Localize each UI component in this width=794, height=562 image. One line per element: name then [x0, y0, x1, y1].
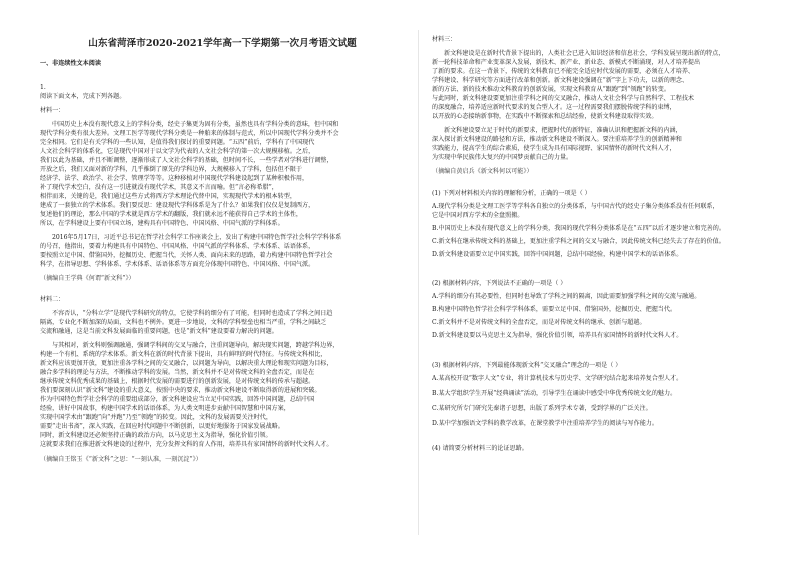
text-line: 经验，讲好中国故事，构建中国学术的话语体系，为人类文明进步贡献中国智慧和中国方案， [40, 405, 290, 412]
text-line: 的深度融合，培养适应新时代要求的复合型人才。这一过程需要我们摆脱传统学科的束缚， [432, 104, 676, 111]
text-line: 为实现中华民族伟大复兴的中国梦贡献自己的力量。 [432, 154, 573, 161]
text-line: 新一轮科技革命和产业变革深入发展，新技术、新产业、新业态、新模式不断涌现，对人才培养提出 [432, 59, 701, 66]
instruction-text: 阅读下面文本，完成下列各题。 [40, 93, 126, 100]
text-line: 建成了一套独立的学术体系。我们要反思：建设现代学科体系是为了什么？如果我们仅仅是复制西方， [40, 202, 315, 209]
question-1-option: B.中国历史上本没有现代意义上的学科分类，我国的现代学科分类体系是在“五四”以后才逐步建立和完善的。 [432, 225, 725, 232]
text-line: 构建一个有机、系统的学术体系。新文科在新的时代背景下提出，具有鲜明的时代特征。与传统文科相比， [40, 351, 327, 358]
text-line: 科学，在指导思想、学科体系、学术体系、话语体系等方面充分体现中国特色、中国风格、中国气派。 [40, 261, 315, 268]
text-line: 完全相同。它们是有关学科的一些认知，是值得我们探讨的重要问题。“五四”前后，学科有了中国现代 [40, 139, 315, 146]
left-column [40, 0, 405, 562]
text-line: 的号召，他指出，要着力构建具有中国特色、中国风格、中国气派的学科体系、学术体系、话语体系， [40, 243, 315, 250]
material-1-label: 材料一： [40, 107, 65, 114]
text-line: 继承传统文科优秀成果的基础上，根据时代发展的需要进行的创新发展，是对传统文科的传承与超越。 [40, 378, 315, 385]
text-line: 我们要深刻认识“新文科”建设的重大意义，按照中央的要求，推动新文科建设不断取得新的进展和突破。 [40, 387, 321, 394]
text-line: 新的方法、新的技术推动文科教育的创新发展，实现文科教育从“跟跑”到“领跑”的转变。 [432, 86, 670, 93]
text-line: 交流和融通，这是当前文科发展面临的重要问题，也是“新文科”建设要着力解决的问题。 [40, 328, 278, 335]
section-heading: 一、非连续性文本阅读 [40, 60, 101, 67]
text-line: 实现中国学术由“跟跑”向“并跑”乃至“领跑”的转变。因此，文科的发展需要关注时代， [40, 414, 272, 421]
text-line: 我们以此为基础，并且不断调整，逐渐形成了人文社会科学的基础，但时间不长，一些学者对学科进行调整， [40, 157, 333, 164]
question-4-stem: (4) 请简要分析材料三的论证思路。 [432, 445, 528, 452]
question-1-stem: (1) 下列对材料相关内容的理解和分析，正确的一项是（ ） [432, 190, 591, 197]
text-line: 经济学、法学、政治学、社会学、管理学等等。这种移植对中国现代学科建设起到了某种积极作用， [40, 175, 309, 182]
text-line: 学科建设、科学研究等方面进行改革和创新。新文科建设强调在“新”字上下功夫，以新的理念、 [432, 77, 689, 84]
text-line: 深入探讨新文科建设的路径和方法，推动新文科建设不断深入。要注重培养学生的创新精神和 [432, 136, 682, 143]
material-3-label: 材料三： [432, 36, 457, 43]
question-1-option: C.新文科在继承传统文科的基础上，更加注重学科之间的交叉与融合，因此传统文科已经失去了存在的价值。 [432, 238, 725, 245]
text-line: 复述他们的理论，那么中国的学术就是西方学术的翻版，我们就永远不能获得自己学术的主体性， [40, 211, 303, 218]
text-line: 补了现代学术空白，没有这一引进就没有现代学术，其意义不言而喻。但“言必称希腊”， [40, 184, 278, 191]
text-line: 了新的要求。在这一背景下，传统的文科教育已不能完全适应时代发展的需要，必须在人才培养、 [432, 68, 695, 75]
column-divider [418, 30, 419, 535]
question-1-option: 它是中国对西方学术的全盘照搬。 [432, 212, 524, 219]
question-3-option: C.某研究所专门研究先秦诸子思想，出版了系列学术专著，受到学界的广泛关注。 [432, 405, 652, 412]
material-2-source: （摘编自王铭玉《“新文科”之思：“一刻认准，一刻沉淀”》） [40, 456, 202, 463]
text-line: 需要“走出书斋”，深入实践，在回应时代问题中不断创新，以更好地服务于国家发展战略。 [40, 423, 284, 430]
text-line: 2016年5月17日，习近平总书记在哲学社会科学工作座谈会上，发出了构建中国特色哲学社会科学学科体系 [52, 234, 342, 241]
text-line: 新文科应该更加开放，更加注重各学科之间的交叉融合，以问题为导向，以解决重大理论和现实问题为目标， [40, 360, 333, 367]
text-line: 人文社会科学的体系化，它是现代中国对于以文学为代表的人文社会科学的第一次大规模移植。之后， [40, 148, 315, 155]
text-line: 实践能力，提高学生的综合素质，使学生成为具有国际视野、家国情怀的新时代文科人才， [432, 145, 676, 152]
text-line: 与其相对，新文科则强调融通，强调学科间的交叉与融合，注重问题导向，解决现实问题，跨越学科边界， [52, 342, 339, 349]
question-1-option: D.新文科建设需要立足中国实践，回答中国问题，总结中国经验，构建中国学术的话语体系。 [432, 251, 683, 258]
question-2-stem: (2) 根据材料内容，下列说法不正确的一项是（ ） [432, 280, 567, 287]
text-line: 融合多学科的理论与方法，不断推动学科的发展。当然，新文科并不是对传统文科的全盘否定，而是在 [40, 369, 315, 376]
question-2-option: D.新文科建设要以马克思主义为指导，强化价值引领，培养具有家国情怀的新时代文科人才。 [432, 332, 683, 339]
text-line: 这就要求我们在推进新文科建设的过程中，充分发挥文科的育人作用，培养具有家国情怀的新时代文科人才。 [40, 441, 333, 448]
right-column [432, 0, 760, 562]
question-2-option: C.新文科并不是对传统文科的全盘否定，而是对传统文科的继承、创新与超越。 [432, 319, 646, 326]
text-line: 同时，新文科建设还必须坚持正确的政治方向，以马克思主义为指导，强化价值引领。 [40, 432, 272, 439]
question-3-option: A.某高校开设“数字人文”专业，将计算机技术与历史学、文学研究结合起来培养复合型人才。 [432, 375, 683, 382]
question-2-option: B.构建中国特色哲学社会科学学科体系，需要立足中国、借鉴国外，挖掘历史、把握当代。 [432, 306, 677, 313]
text-line: 相伴而来，关键的是，我们通过这些方式将西方学术理论代替中国，实现现代学术的根本转型， [40, 193, 296, 200]
material-2-label: 材料二： [40, 296, 65, 303]
text-line: 新文科建设要立足于时代的新要求，把握时代的新特征，准确认识和把握新文科的内涵， [444, 127, 682, 134]
material-1-source: （摘编自王学典《何谓“新文科”》） [40, 275, 135, 282]
text-line: 新文科建设是在新时代背景下提出的，人类社会已进入知识经济和信息社会，学科发展呈现出新的特点， [444, 50, 725, 57]
question-1-option: A.现代学科分类是文理工医学等学科各自独立的分类体系，与中国古代的经史子集分类体系没有任何联系， [432, 203, 719, 210]
text-line: 所以，在学科建设上要有中国立场，建构具有中国特色、中国风格、中国气派的学科体系。 [40, 220, 284, 227]
text-line: 中国历史上本没有现代意义上的学科分类，经史子集更为固有分类，虽然也具有学科分类的意味，但中国和 [52, 121, 339, 128]
text-line: 不容否认，“分科立学”是现代学科研究的特点，它使学科的细分有了可能，但同时也造成了学科之间日趋 [52, 310, 333, 317]
text-line: 开放之后，我们又面对新的学科，几乎推倒了原先的学科边界，大规模移入了学科，包括但不限于 [40, 166, 303, 173]
question-3-option: D.某中学加强语文学科的教学改革，在课堂教学中注重培养学生的阅读与写作能力。 [432, 420, 658, 427]
page-title: 山东省菏泽市2020-2021学年高一下学期第一次月考语文试题 [88, 38, 357, 49]
question-number: 1. [40, 84, 46, 91]
question-3-stem: (3) 根据材料内容，下列最能体现新文科“交叉融合”理念的一项是（ ） [432, 362, 622, 369]
text-line: 现代学科分类有很大差异。文理工医学等现代学科分类是一种舶来的体制与范式，所以中国现代学科分类并不会 [40, 130, 339, 137]
question-2-option: A.学科的细分有其必要性，但同时也导致了学科之间的隔离，因此需要加强学科之间的交流与融通。 [432, 293, 701, 300]
text-line: 以开放的心态接纳新事物，在实践中不断探索和总结经验，使新文科建设取得实效。 [432, 113, 658, 120]
text-line: 隔离，专业化不断加深的局面，文科也不例外。更进一步地说，文科的学科壁垒也相当严重，学科之间缺乏 [40, 319, 327, 326]
text-line: 要按照立足中国、借鉴国外，挖掘历史、把握当代，关怀人类、面向未来的思路，着力构建中国特色哲学社会 [40, 252, 333, 259]
text-line: 与此同时，新文科建设要更加注重学科之间的交叉融合，推动人文社会科学与自然科学、工程技术 [432, 95, 695, 102]
question-3-option: B.某大学组织学生开展“经典诵读”活动，引导学生在诵读中感受中华优秀传统文化的魅力。 [432, 390, 677, 397]
text-line: 作为中国特色哲学社会科学的重要组成部分，新文科建设应当立足中国实践，回答中国问题，总结中国 [40, 396, 315, 403]
material-3-source: （摘编自黄启兵《新文科何以可能》） [432, 168, 533, 175]
